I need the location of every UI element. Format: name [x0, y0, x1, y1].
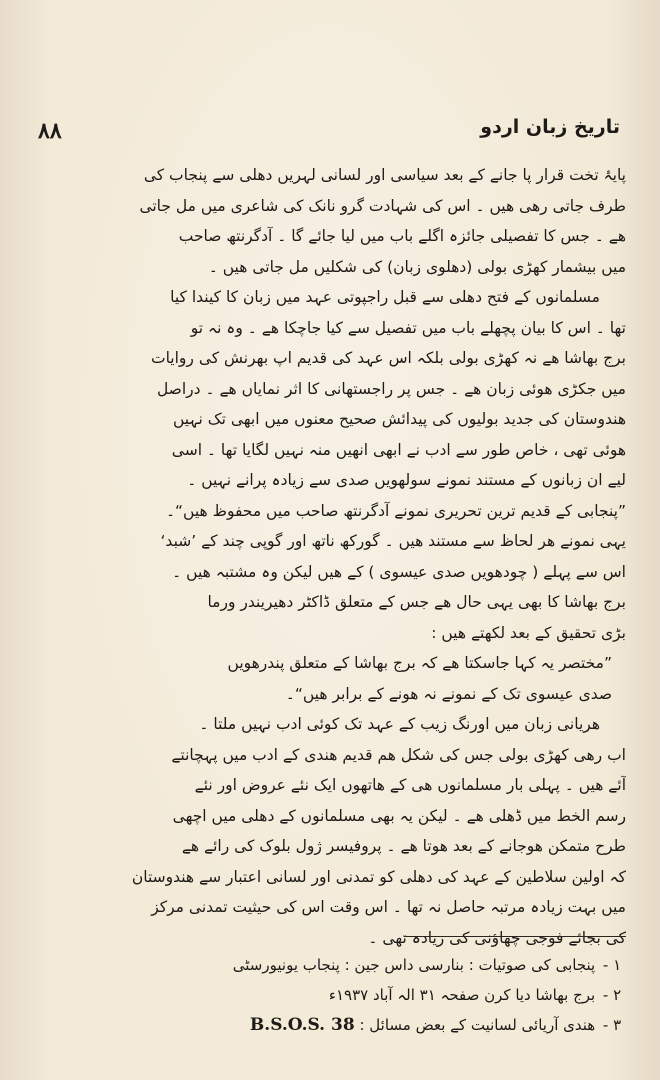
text-line: برج بھاشا ھے نہ کھڑی بولی بلکہ اس عہد کی قدیم اپ بھرنش کی روایات [150, 349, 626, 367]
page-header [0, 112, 660, 152]
footnote-number: ۲ - [602, 986, 622, 1004]
text-line: پایۂ تخت قرار پا جانے کے بعد سیاسی اور لسانی لہریں دھلی سے پنجاب کی [143, 166, 626, 184]
text-line: کی بجائے فوجی چھاؤنی کی زیادہ تھی ۔ [368, 928, 626, 947]
running-title: تاریخ زبان اردو [480, 116, 620, 138]
text-line: تھا ۔ اس کا بیان پچھلے باب میں تفصیل سے کیا جاچکا ھے ۔ وہ نہ تو [190, 318, 626, 337]
footnote-text: برج بھاشا دیا کرن صفحہ ۳۱ الہ آباد ۱۹۳۷ء [328, 986, 596, 1004]
text-line: بڑی تحقیق کے بعد لکھتے ھیں : [431, 623, 626, 642]
text-line: آئے ھیں ۔ پہلی بار مسلمانوں ھی کے ھاتھوں ایک نئے عروض اور نئے [194, 776, 626, 794]
text-line: کہ اولین سلاطین کے عہد کی دھلی کو تمدنی اور لسانی اعتبار سے ھندوستان [131, 867, 626, 886]
text-line: میں بہت زیادہ مرتبہ حاصل نہ تھا ۔ اس وقت اس کی حیثیت تمدنی مرکز [151, 898, 626, 916]
body-text [34, 160, 626, 953]
text-line: اس سے پہلے ( چودھویں صدی عیسوی ) کے ھیں لیکن وہ مشتبہ ھیں ۔ [172, 562, 626, 581]
quote-line: صدی عیسوی تک کے نمونے نہ ھونے کے برابر ھیں“۔ [285, 684, 612, 703]
footnote-text: پنجابی کی صوتیات : بنارسی داس جین : پنجاب یونیورسٹی [232, 956, 596, 974]
page-number: ۸۸ [38, 118, 62, 144]
text-line: مسلمانوں کے فتح دھلی سے قبل راجپوتی عہد میں زبان کا کیندا کیا [170, 288, 600, 306]
text-line: ”پنجابی کے قدیم ترین تحریری نمونے آدگرنتھ صاحب میں محفوظ ھیں“۔ [165, 501, 626, 520]
footnotes [34, 950, 624, 1040]
footnote-number: ۱ - [602, 956, 622, 974]
text-line: یہی نمونے ھر لحاظ سے مستند ھیں ۔ گورکھ ناتھ اور گوپی چند کے ’شبد‘ [160, 532, 626, 550]
text-line: ھے ۔ جس کا تفصیلی جائزہ اگلے باب میں لیا جائے گا ۔ آدگرنتھ صاحب [178, 227, 626, 245]
text-line: ھریانی زبان میں اورنگ زیب کے عہد تک کوئی ادب نہیں ملتا ۔ [199, 715, 600, 733]
footnote [34, 1010, 624, 1040]
footnote-number: ۳ - [602, 1016, 622, 1034]
footnote [34, 980, 624, 1010]
quote-line: ”مختصر یہ کہا جاسکتا ھے کہ برج بھاشا کے متعلق پندرھویں [227, 654, 612, 672]
text-line: رسم الخط میں ڈھلی ھے ۔ لیکن یہ بھی مسلمانوں کے دھلی میں اچھی [172, 806, 626, 825]
text-line: طرف جاتی رھی ھیں ۔ اس کی شہادت گرو نانک کی شاعری میں مل جاتی [139, 196, 626, 215]
text-line: میں جکڑی ھوئی زبان ھے ۔ جس پر راجستھانی کا اثر نمایاں ھے ۔ دراصل [156, 379, 626, 398]
text-line: برج بھاشا کا بھی یہی حال ھے جس کے متعلق ڈاکٹر دھیریندر ورما [207, 593, 626, 611]
footnote-divider [404, 936, 626, 937]
footnote-text: ھندی آریائی لسانیت کے بعض مسائل : [359, 1016, 596, 1034]
text-line: میں بیشمار کھڑی بولی (دھلوی زبان) کی شکلیں مل جاتی ھیں ۔ [208, 257, 626, 276]
footnote-reference: B.S.O.S. 38 [249, 1015, 355, 1035]
text-line: لیے ان زبانوں کے مستند نمونے سولھویں صدی سے زیادہ پرانے نہیں ۔ [187, 471, 626, 489]
footnote [34, 950, 624, 980]
text-line: اب رھی کھڑی بولی جس کی شکل ھم قدیم ھندی کے ادب میں پہچانتے [171, 745, 626, 764]
text-line: طرح متمکن ھوجانے کے بعد ھوتا ھے ۔ پروفیسر ژول بلوک کی رائے ھے [181, 837, 626, 855]
text-line: ھوئی تھی ، خاص طور سے ادب نے ابھی انھیں منہ نہیں لگایا تھا ۔ اسی [171, 440, 626, 459]
text-line: ھندوستان کی جدید بولیوں کی پیدائش صحیح معنوں میں ابھی تک نہیں [172, 410, 626, 428]
